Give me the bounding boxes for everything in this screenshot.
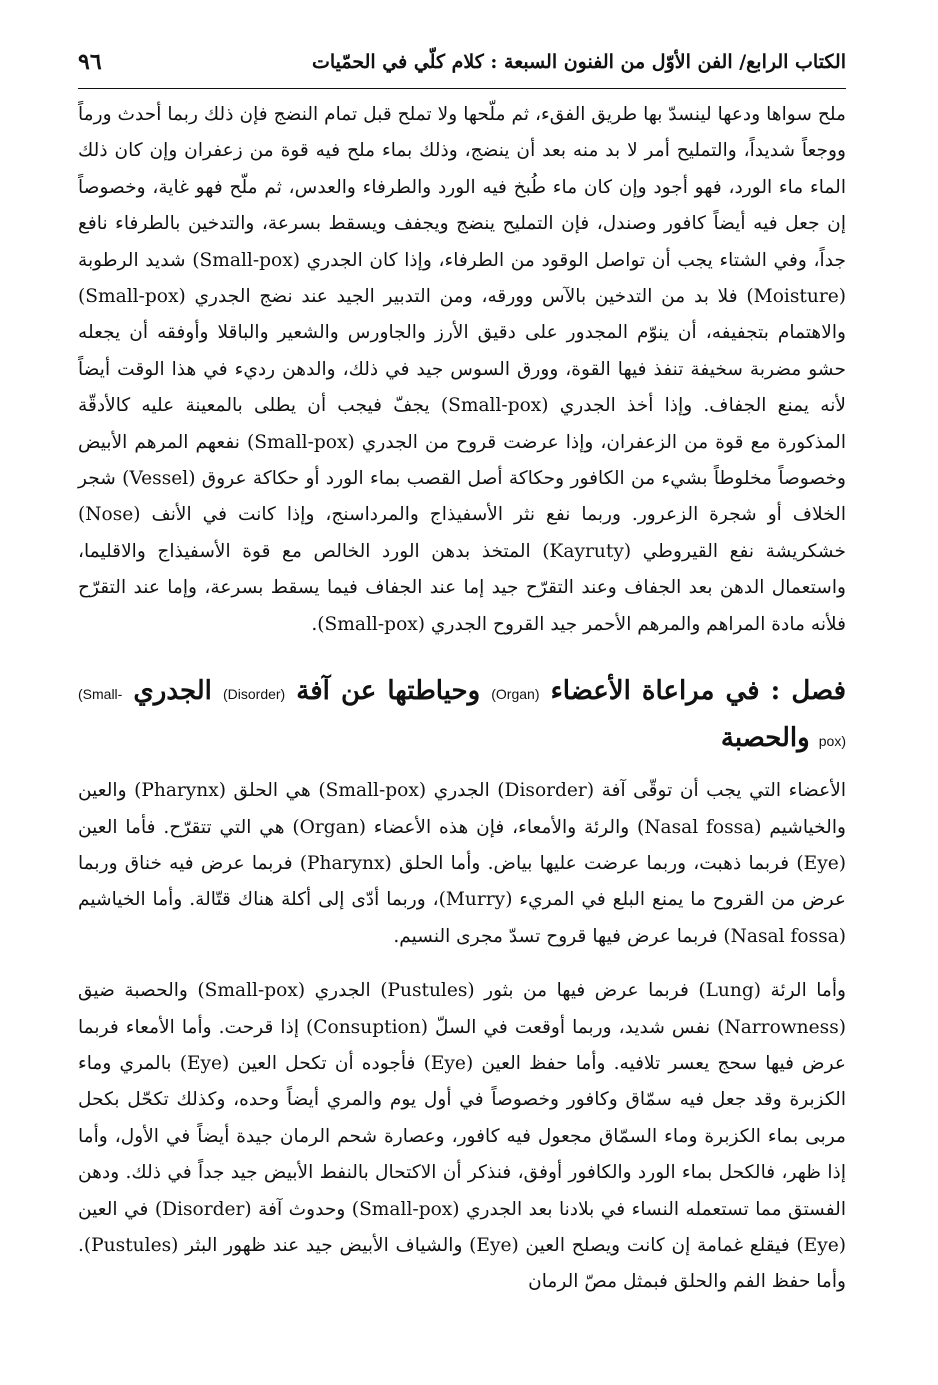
paragraph-1: ملح سواها ودعها لينسدّ بها طريق الفقء، ثم ملّحها ولا تملح قبل تمام النضج فإن ذلك ربما أحدث ورماً ووجعاً شديداً، والتمليح أمر لا بد منه بعد أن ينضج، وذلك بماء ملح فيه قوة من زعفران وإن كان ذلك الماء ماء الورد، فهو أجود وإن كان ماء طُبخ فيه الورد والطرفاء والعدس، ثم ملّح فهو غاية، وخصوصاً إن جعل فيه أيضاً كافور وصندل، فإن التمليح ينضج ويجفف ويسقط بسرعة، والتدخين بالطرفاء نافع جداً، وفي الشتاء يجب أن تواصل الوقود من الطرفاء، وإذا كان الجدري (Small-pox) شديد الرطوبة (Moisture) فلا بد من التدخين بالآس وورقه، ومن التدبير الجيد عند نضج الجدري (Small-pox) والاهتمام بتجفيفه، أن ينوّم المجدور على دقيق الأرز والجاورس والشعير والباقلا وأوفقه أن يجعله حشو مضربة سخيفة تنفذ فيها القوة، وورق السوس جيد في ذلك، والدهن رديء في هذا الوقت أيضاً لأنه يمنع الجفاف. وإذا أخذ الجدري (Small-pox) يجفّ فيجب أن يطلى بالمعينة عليه كالأدقّة المذكورة مع قوة من الزعفران، وإذا عرضت قروح من الجدري (Small-pox) نفعهم المرهم الأبيض وخصوصاً مخلوطاً بشيء من الكافور وحكاكة أصل القصب بماء الورد أو حكاكة عروق (Vessel) شجر الخلاف أو شجرة الزعرور. وربما نفع نثر الأسفيذاج والمرداسنج، وإذا كانت في الأنف (Nose) خشكريشة نفع القيروطي (Kayruty) المتخذ بدهن الورد الخالص مع قوة الأسفيذاج والاقليما، واستعمال الدهن بعد الجفاف وعند التقرّح جيد إما عند الجفاف فيما يسقط بسرعة، وإما عند التقرّح فلأنه مادة المراهم والمرهم الأحمر جيد القروح الجدري (Small-pox). [78, 104, 847, 635]
term-smallpox: (Small-pox) [78, 686, 846, 750]
section-heading [78, 669, 846, 763]
page-header [78, 36, 846, 89]
section-heading-jadari: الجدري [133, 676, 212, 707]
running-title: الكتاب الرابع/ الفن الأوّل من الفنون السبعة : كلام كلّي في الحمّيات [311, 51, 846, 73]
paragraph-3: وأما الرئة (Lung) فربما عرض فيها من بثور (Pustules) الجدري (Small-pox) والحصبة ضيق (Narrowness) نفس شديد، وربما أوقعت في السلّ (Consuption) إذا قرحت. وأما الأمعاء فربما عرض فيها سحج يعسر تلافيه. وأما حفظ العين (Eye) فأجوده أن تكحل العين (Eye) بالمري وماء الكزبرة وقد جعل فيه سمّاق وكافور وخصوصاً في أول يوم والمري أيضاً وحده، وكذلك تكحّل بكحل مربى بماء الكزبرة وماء السمّاق مجعول فيه كافور، وعصارة شحم الرمان جيدة أيضاً في الأول، وأما إذا ظهر، فالكحل بماء الورد والكافور أوفق، فنذكر أن الاكتحال بالنفط الأبيض جيد جداً في ذلك. ودهن الفستق مما تستعمله النساء في بلادنا بعد الجدري (Small-pox) وحدوث آفة (Disorder) في العين (Eye) فيقلع غمامة إن كانت ويصلح العين (Eye) والشياف الأبيض جيد عند ظهور البثر (Pustules). وأما حفظ الفم والحلق فبمثل مصّ الرمان [78, 980, 847, 1293]
page-number: ٩٦ [78, 49, 102, 75]
book-page [78, 36, 846, 1356]
section-heading-middle: وحياطتها عن آفة [296, 676, 481, 707]
section-heading-prefix: فصل : في مراعاة الأعضاء [550, 676, 847, 707]
paragraph-2: الأعضاء التي يجب أن توقّى آفة (Disorder) الجدري (Small-pox) هي الحلق (Pharynx) والعين والخياشيم (Nasal fossa) والرئة والأمعاء، فإن هذه الأعضاء (Organ) هي التي تتقرّح. فأما العين (Eye) فربما ذهبت، وربما عرضت عليها بياض. وأما الحلق (Pharynx) فربما عرض فيه خناق وربما عرض من القروح ما يمنع البلع في المريء (Murry)، وربما أدّى إلى أكلة هناك قتّالة. وأما الخياشيم (Nasal fossa) فربما عرض فيها قروح تسدّ مجرى النسيم. [78, 780, 847, 947]
term-disorder: (Disorder) [222, 686, 286, 703]
section-heading-suffix: والحصبة [720, 723, 810, 754]
term-organ: (Organ) [491, 686, 540, 703]
